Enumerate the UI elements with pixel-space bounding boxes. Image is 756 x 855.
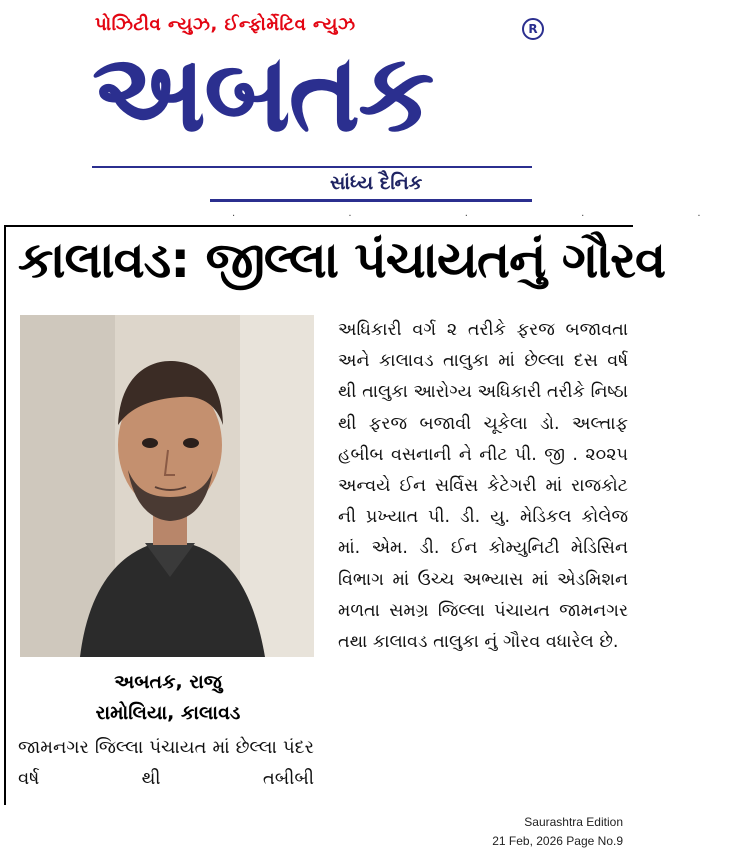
byline-line-2: રામોલિયા, કાલાવડ (95, 702, 241, 724)
byline (18, 667, 318, 729)
masthead (0, 0, 756, 222)
article-paragraph: અધિકારી વર્ગ ૨ તરીકે ફરજ બજાવતા અને કાલાવડ તાલુકા માં છેલ્લા દસ વર્ષ થી તાલુકા આરોગ્ય અધિકારી તરીકે નિષ્ઠા થી ફરજ બજાવી ચૂકેલા ડો. અલ્તાફ હબીબ વસનાની ને નીટ પી. જી . ૨૦૨૫ અન્વયે ઈન સર્વિસ કેટેગરી માં રાજકોટ ની પ્રખ્યાત પી. ડી. યુ. મેડિકલ કોલેજ માં. એમ. ડી. ઈન કોમ્યુનિટી મેડિસિન વિભાગ માં ઉચ્ચ અભ્યાસ માં એડમિશન મળતા સમગ્ર જિલ્લા પંચાયત જામનગર તથા કાલાવડ તાલુકા નું ગૌરવ વધારેલ છે. (338, 320, 628, 653)
article-body-right (338, 315, 628, 658)
logo-divider (92, 166, 532, 168)
edition-type: સાંધ્ય દૈનિક (330, 172, 423, 194)
newspaper-logo: અબતક (92, 31, 433, 156)
registered-mark-icon: R (522, 18, 544, 40)
masthead-underline (210, 199, 532, 202)
article-body-left: જામનગર જિલ્લા પંચાયત માં છેલ્લા પંદર વર્ષ થી તબીબી (18, 737, 314, 789)
article-photo (20, 315, 314, 657)
headline: કાલાવડ: જીલ્લા પંચાયતનું ગૌરવ (18, 231, 666, 289)
byline-line-1: અબતક, રાજુ (114, 671, 222, 693)
date-page-label: 21 Feb, 2026 Page No.9 (492, 834, 623, 848)
tagline: પોઝિટીવ ન્યુઝ, ઈન્ફોર્મેટિવ ન્યુઝ (95, 14, 356, 35)
edition-label: Saurashtra Edition (524, 815, 623, 829)
masthead-dots: · · · · · (232, 211, 756, 222)
portrait-illustration (20, 315, 314, 657)
news-article (4, 225, 666, 805)
